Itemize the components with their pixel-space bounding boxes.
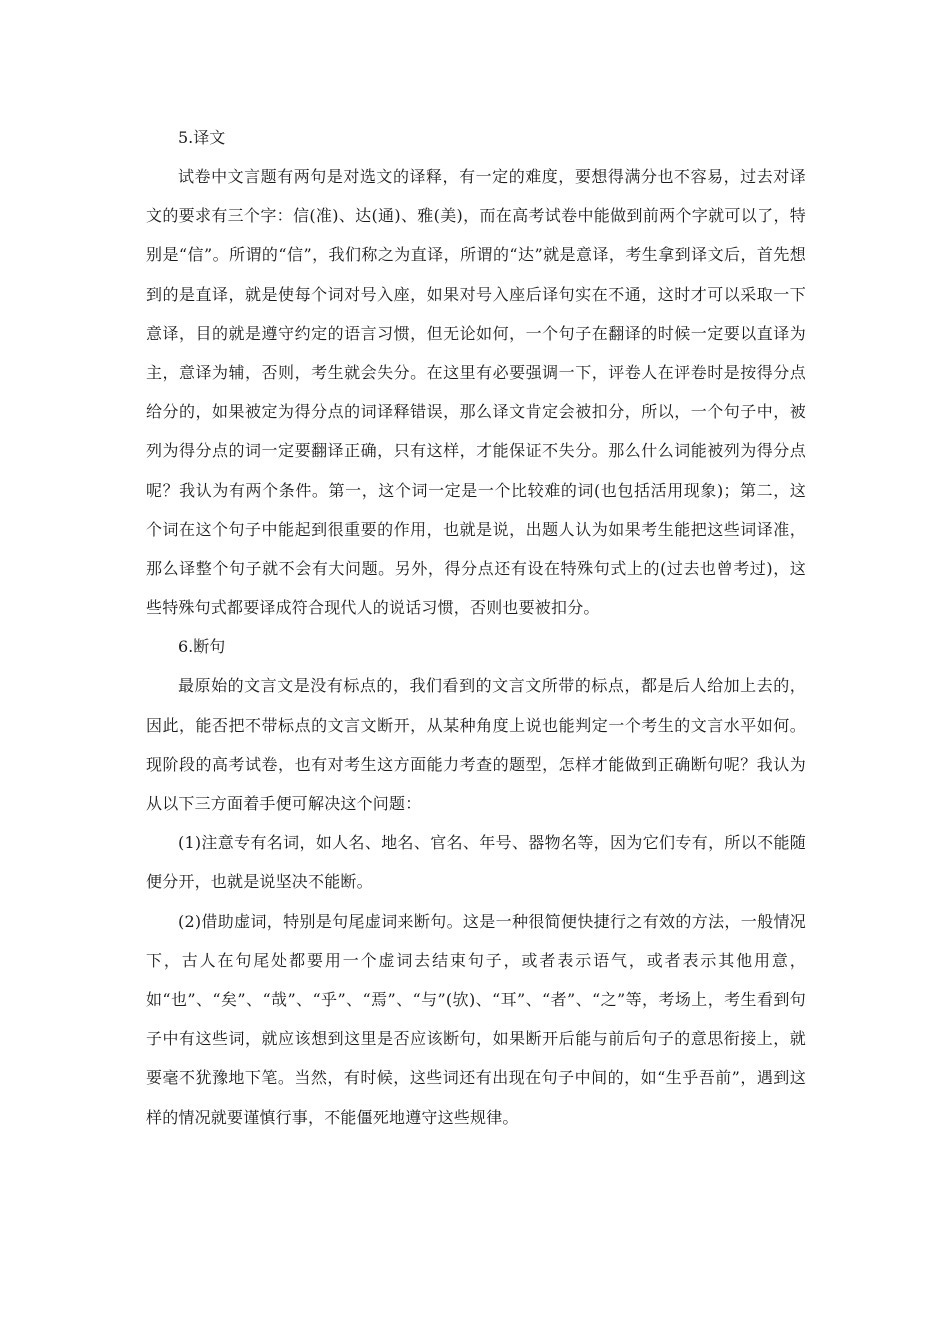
section-6-point-1: (1)注意专有名词，如人名、地名、官名、年号、器物名等，因为它们专有，所以不能随便分开，也就是说坚决不能断。: [146, 833, 806, 892]
section-5-paragraph: 试卷中文言题有两句是对选文的译释，有一定的难度，要想得满分也不容易，过去对译文的要求有三个字：信(准)、达(通)、雅(美)，而在高考试卷中能做到前两个字就可以了，特别是“信”。所谓的“信”，我们称之为直译，所谓的“达”就是意译，考生拿到译文后，首先想到的是直译，就是使每个词对号入座，如果对号入座后译句实在不通，这时才可以采取一下意译，目的就是遵守约定的语言习惯，但无论如何，一个句子在翻译的时候一定要以直译为主，意译为辅，否则，考生就会失分。在这里有必要强调一下，评卷人在评卷时是按得分点给分的，如果被定为得分点的词译释错误，那么译文肯定会被扣分，所以，一个句子中，被列为得分点的词一定要翻译正确，只有这样，才能保证不失分。那么什么词能被列为得分点呢？我认为有两个条件。第一，这个词一定是一个比较难的词(也包括活用现象)；第二，这个词在这个句子中能起到很重要的作用，也就是说，出题人认为如果考生能把这些词译准，那么译整个句子就不会有大问题。另外，得分点还有设在特殊句式上的(过去也曾考过)，这些特殊句式都要译成符合现代人的说话习惯，否则也要被扣分。: [146, 167, 806, 618]
section-6-heading: 6.断句: [178, 637, 226, 657]
document-page: [146, 118, 806, 1137]
section-6-point-2: (2)借助虚词，特别是句尾虚词来断句。这是一种很简便快捷行之有效的方法，一般情况下，古人在句尾处都要用一个虚词去结束句子，或者表示语气，或者表示其他用意，如“也”、“矣”、“哉”、“乎”、“焉”、“与”(欤)、“耳”、“者”、“之”等，考场上，考生看到句子中有这些词，就应该想到这里是否应该断句，如果断开后能与前后句子的意思衔接上，就要毫不犹豫地下笔。当然，有时候，这些词还有出现在句子中间的，如“生乎吾前”，遇到这样的情况就要谨慎行事，不能僵死地遵守这些规律。: [146, 911, 806, 1127]
section-5-heading: 5.译文: [178, 128, 226, 147]
section-6-intro-paragraph: 最原始的文言文是没有标点的，我们看到的文言文所带的标点，都是后人给加上去的，因此，能否把不带标点的文言文断开，从某种角度上说也能判定一个考生的文言水平如何。现阶段的高考试卷，也有对考生这方面能力考查的题型，怎样才能做到正确断句呢？我认为从以下三方面着手便可解决这个问题：: [146, 676, 806, 814]
